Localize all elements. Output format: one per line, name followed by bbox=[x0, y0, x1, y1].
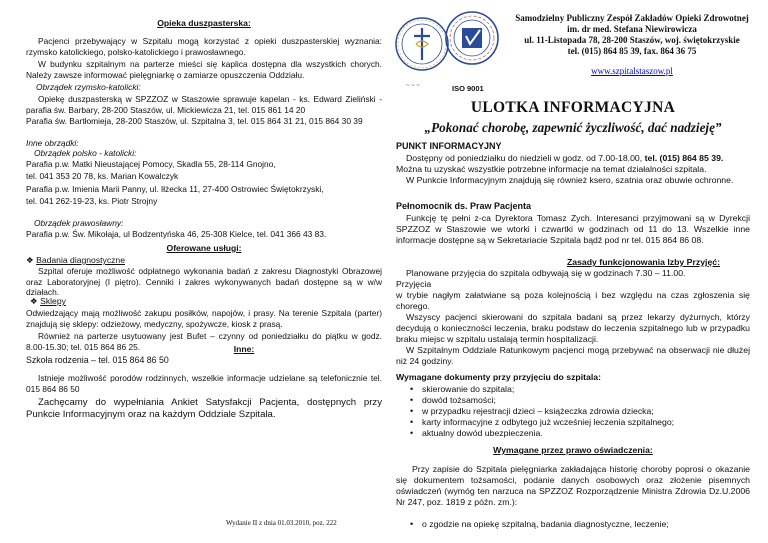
iso-label: ISO 9001 bbox=[452, 84, 484, 93]
shops-heading: ❖ Sklepy bbox=[30, 296, 66, 306]
polish-parish-line-1: Parafia p.w. Matki Nieustającej Pomocy, Skadla 55, 28-114 Gnojno, bbox=[26, 159, 276, 169]
survey-text: Zachęcamy do wypełniania Ankiet Satysfakcji Pacjenta, dostępnych przy Punkcie Informacyjnym oraz na każdym Oddziale Szpitala. bbox=[26, 397, 382, 420]
polish-parish-line-4: tel. 041 262-19-23, ks. Piotr Strojny bbox=[26, 196, 158, 206]
documents-list bbox=[396, 384, 768, 439]
services-heading: Oferowane usługi: bbox=[166, 243, 242, 253]
info-point-services: W Punkcie Informacyjnym znajdują się również ksero, szatnia oraz obuwie ochronne. bbox=[406, 175, 734, 185]
admission-heading: Zasady funkcjonowania Izby Przyjęć: bbox=[566, 257, 720, 267]
polish-parish-line-3: Parafia p.w. Imienia Marii Panny, ul. Iłżecka 11, 27-400 Ostrowiec Świętokrzyski, bbox=[26, 184, 324, 194]
orthodox-label: Obrządek prawosławny: bbox=[34, 218, 124, 228]
catholic-text: Opiekę duszpasterską w SPZZOZ w Staszowie sprawuje kapelan - ks. Edward Zieliński - parafia św. Barbary, 28-200 Staszów, ul. Mickiewicza 21, tel. 015 861 14 20 bbox=[26, 94, 382, 115]
leaflet-motto: „Pokonać chorobę, zapewnić życzliwość, dać nadzieję” bbox=[424, 120, 722, 135]
statements-list bbox=[396, 519, 768, 530]
diagnostics-heading: ❖ Badania diagnostyczne bbox=[26, 255, 125, 265]
edition-footer: Wydanie II z dnia 01.03.2010, poz. 222 bbox=[226, 519, 337, 527]
orthodox-parish-line: Parafia p.w. Św. Mikołaja, ul Bodzentyńska 46, 25-308 Kielce, tel. 041 366 43 83. bbox=[26, 229, 327, 239]
admission-emergency: w trybie nagłym załatwiane są poza kolejnością i bez względu na czas zgłoszenia się chorego. bbox=[396, 290, 750, 311]
shops-text: Odwiedzający mają możliwość zakupu posiłków, napojów, i prasy. Na terenie Szpitala (parter) znajdują się sklepy: odzieżowy, medyczny, spożywcze, kiosk z prasą. bbox=[26, 308, 382, 329]
statements-heading: Wymagane przez prawo oświadczenia: bbox=[493, 445, 653, 455]
list-item: • skierowanie do szpitala; bbox=[422, 384, 768, 395]
iso-seal-icon bbox=[444, 6, 500, 86]
catholic-label: Obrządek rzymsko-katolicki: bbox=[36, 82, 141, 92]
other-rites-label: Inne obrządki: bbox=[26, 138, 79, 148]
logo-caption-icon: ~ ~ ~ bbox=[406, 83, 420, 89]
patient-rights-text: Funkcję tę pełni z-ca Dyrektora Tomasz Zych. Interesanci przyjmowani są w Dyrekcji SPZZOZ w Staszowie we wtorki i czwartki w godzinach od 11 do 13. Wszelkie inne informacje dostępne są w Sekretariacie Szpitala bądź pod nr tel. 015 864 86 08. bbox=[396, 213, 750, 245]
org-phone-line: tel. (015) 864 85 39, fax. 864 36 75 bbox=[567, 46, 697, 56]
list-item: • karty informacyjne z odbytego już wcześniej leczenia szpitalnego; bbox=[422, 417, 768, 428]
list-item: • dowód tożsamości; bbox=[422, 395, 768, 406]
patient-rights-heading: Pełnomocnik ds. Praw Pacjenta bbox=[396, 201, 532, 211]
admission-doctors: Wszyscy pacjenci skierowani do szpitala badani są przez lekarzy dyżurnych, którzy decydują o konieczności leczenia, braku podstaw do leczenia szpitalnego lub w przypadku braku miejsc w szpitalu ustalają termin hospitalizacji. bbox=[396, 312, 750, 344]
pastoral-paragraph-2: W budynku szpitalnym na parterze mieści się kaplica dostępna dla wszystkich chorych. Należy zawsze informować pielęgniarkę o zamiarze opuszczenia Oddziału. bbox=[26, 59, 382, 80]
list-item: • o zgodzie na opiekę szpitalną, badania diagnostyczne, leczenie; bbox=[422, 519, 768, 530]
org-name-line-2: im. dr med. Stefana Niewirowicza bbox=[567, 24, 697, 34]
pastoral-heading: Opieka duszpasterska: bbox=[157, 18, 251, 28]
statements-text: Przy zapisie do Szpitala pielęgniarka zakładająca historię choroby poprosi o okazanie się dokumentem tożsamości, podanie danych osobowych oraz złożenie pisemnych oświadczeń (wymóg ten narzuca na SPZZOZ Rozporządzenie Ministra Zdrowia Dz.U.2006 Nr 247, poz. 1819 z późn. zm.): bbox=[396, 464, 750, 507]
birth-school-line: Szkoła rodzenia – tel. 015 864 86 50 bbox=[26, 355, 169, 365]
documents-heading: Wymagane dokumenty przy przyjęciu do szpitala: bbox=[396, 372, 602, 382]
diamond-bullet-icon: ❖ bbox=[26, 255, 34, 265]
organization-header bbox=[502, 13, 762, 76]
polish-catholic-label: Obrządek polsko - katolicki: bbox=[34, 148, 137, 158]
admission-label: Przyjęcia bbox=[396, 279, 432, 289]
info-point-text: Można tu uzyskać wszystkie potrzebne informacje na temat działalności szpitala. bbox=[396, 164, 707, 174]
diagnostics-text: Szpital oferuje możliwość odpłatnego wykonania badań z zakresu Diagnostyki Obrazowej oraz Laboratoryjnej (I piętro). Cenniki i zakres wykonywanych badań dostępne są w w/w działach. bbox=[26, 266, 382, 298]
other-heading: Inne: bbox=[233, 344, 255, 354]
pastoral-paragraph-1: Pacjenci przebywający w Szpitalu mogą korzystać z opieki duszpasterskiej wyznania: rzymsko katolickiego, polsko-katolickiego i prawosławnego. bbox=[26, 36, 382, 57]
org-name-line-1: Samodzielny Publiczny Zespół Zakładów Opieki Zdrowotnej bbox=[515, 13, 749, 23]
org-address-line: ul. 11-Listopada 78, 28-200 Staszów, woj. świętokrzyskie bbox=[524, 35, 740, 45]
list-item: • w przypadku rejestracji dzieci – książeczka zdrowia dziecka; bbox=[422, 406, 768, 417]
diamond-bullet-icon: ❖ bbox=[30, 296, 38, 306]
shops-text-2: Również na parterze usytuowany jest Bufet – czynny od poniedziałku do piątku w godz. 8.00-15.30; tel. 015 864 86 25. bbox=[26, 331, 382, 352]
catholic-text-2: Parafia św. Bartłomieja, 28-200 Staszów, ul. Szpitalna 3, tel. 015 864 31 21, 015 864 30 39 bbox=[26, 116, 363, 126]
logo-group bbox=[392, 4, 502, 94]
polish-parish-line-2: tel. 041 353 20 78, ks. Marian Kowalczyk bbox=[26, 171, 179, 181]
website-link[interactable]: www.szpitalstaszow.pl bbox=[591, 66, 673, 76]
info-point-hours: Dostępny od poniedziałku do niedzieli w godz. od 7.00-18.00, tel. (015) 864 85 39. bbox=[406, 153, 724, 163]
leaflet-title: ULOTKA INFORMACYJNA bbox=[470, 99, 676, 116]
family-birth-text: Istnieje możliwość porodów rodzinnych, wszelkie informacje udzielane są telefonicznie tel. 015 864 86 50 bbox=[26, 373, 382, 394]
admission-observation: W Szpitalnym Oddziale Ratunkowym pacjenci mogą przebywać na obserwacji nie dłużej niż 24 godziny. bbox=[396, 345, 750, 366]
admission-hours: Planowane przyjęcia do szpitala odbywają się w godzinach 7.30 – 11.00. bbox=[406, 268, 686, 278]
info-point-heading: PUNKT INFORMACYJNY bbox=[396, 141, 502, 151]
list-item: • aktualny dowód ubezpieczenia. bbox=[422, 428, 768, 439]
